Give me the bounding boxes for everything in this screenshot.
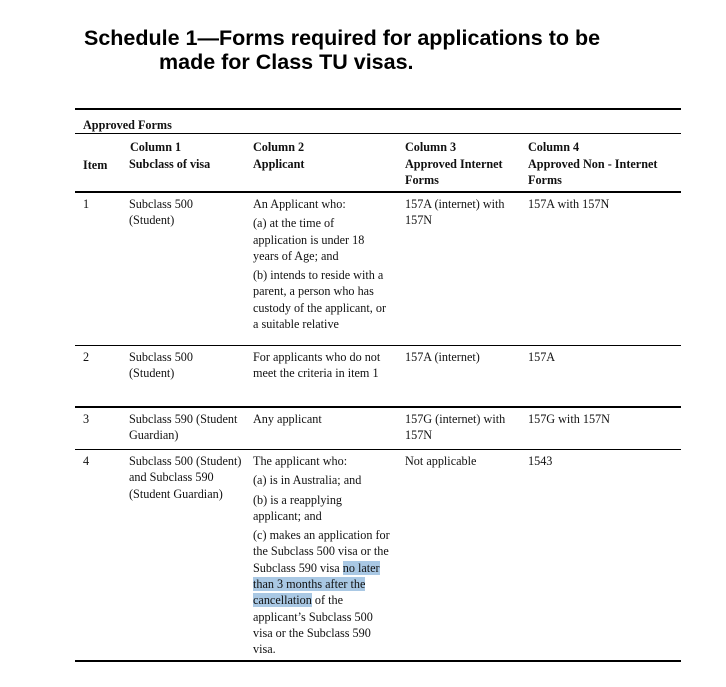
- row-internet-forms: 157A (internet): [405, 350, 480, 364]
- table-caption: Approved Forms: [83, 118, 172, 132]
- header-column-3: [405, 139, 528, 189]
- table-row: [75, 408, 681, 449]
- header-column-2-label: Applicant: [253, 156, 305, 171]
- header-column-1: [129, 139, 253, 189]
- title-line-2: made for Class TU visas.: [159, 50, 414, 74]
- table-header-row: [75, 134, 681, 191]
- table-row: [75, 346, 681, 406]
- row-item-number: 1: [83, 197, 90, 211]
- applicant-line: For applicants who do not meet the criteria in item 1: [253, 350, 381, 381]
- row-item-number: 3: [83, 412, 90, 426]
- row-applicant: [253, 411, 405, 448]
- header-column-4-label: Approved Non - Internet Forms: [528, 156, 658, 187]
- header-item: Item: [83, 158, 108, 172]
- applicant-line: (a) at the time of application is under 18 years of Age; and: [253, 216, 365, 263]
- header-column-2: [253, 139, 405, 189]
- header-column-3-label: Approved Internet Forms: [405, 156, 503, 187]
- header-column-2-number: Column 2: [253, 140, 305, 154]
- header-column-1-label: Subclass of visa: [129, 156, 211, 171]
- table-bottom-rule: [75, 660, 681, 662]
- row-internet-forms: 157G (internet) with 157N: [405, 412, 506, 443]
- applicant-line: An Applicant who:: [253, 197, 346, 211]
- row-subclass: Subclass 500 (Student): [129, 197, 193, 228]
- table-row: [75, 450, 681, 660]
- row-non-internet-forms: 157A: [528, 350, 556, 364]
- header-column-4: [528, 139, 689, 189]
- applicant-line: (b) intends to reside with a parent, a person who has custody of the applicant, or a suitable relative: [253, 268, 387, 332]
- selected-text-highlight[interactable]: no later than 3 months after the cancellation: [253, 560, 380, 608]
- row-non-internet-forms: 1543: [528, 454, 553, 468]
- applicant-line: (a) is in Australia; and: [253, 473, 362, 488]
- row-item-number: 2: [83, 350, 90, 364]
- title-line-1: Schedule 1—Forms required for applications to be: [84, 26, 601, 50]
- row-subclass: Subclass 590 (Student Guardian): [129, 412, 238, 443]
- header-column-3-number: Column 3: [405, 140, 457, 154]
- row-applicant: [253, 349, 405, 405]
- document-title: [84, 26, 644, 74]
- row-internet-forms: 157A (internet) with 157N: [405, 197, 505, 228]
- applicant-line: The applicant who:: [253, 454, 348, 468]
- row-applicant: [253, 453, 405, 659]
- header-column-1-number: Column 1: [130, 140, 182, 154]
- applicant-line-c: [253, 527, 391, 657]
- row-internet-forms: Not applicable: [405, 454, 477, 468]
- row-subclass: Subclass 500 (Student) and Subclass 590 (Student Guardian): [129, 454, 242, 501]
- row-non-internet-forms: 157G with 157N: [528, 412, 610, 426]
- row-item-number: 4: [83, 454, 90, 468]
- applicant-line: (b) is a reapplying applicant; and: [253, 492, 343, 523]
- approved-forms-table: [75, 108, 681, 662]
- applicant-text: (c) makes an application for the Subclass 500 visa or the Subclass 590 visa: [253, 528, 390, 575]
- table-row: [75, 193, 681, 345]
- header-column-4-number: Column 4: [528, 140, 580, 154]
- applicant-line: Any applicant: [253, 412, 322, 426]
- applicant-text: of the applicant’s Subclass 500 visa or the Subclass 590 visa.: [253, 593, 373, 657]
- row-applicant: [253, 196, 405, 344]
- row-subclass: Subclass 500 (Student): [129, 350, 193, 381]
- row-non-internet-forms: 157A with 157N: [528, 197, 610, 211]
